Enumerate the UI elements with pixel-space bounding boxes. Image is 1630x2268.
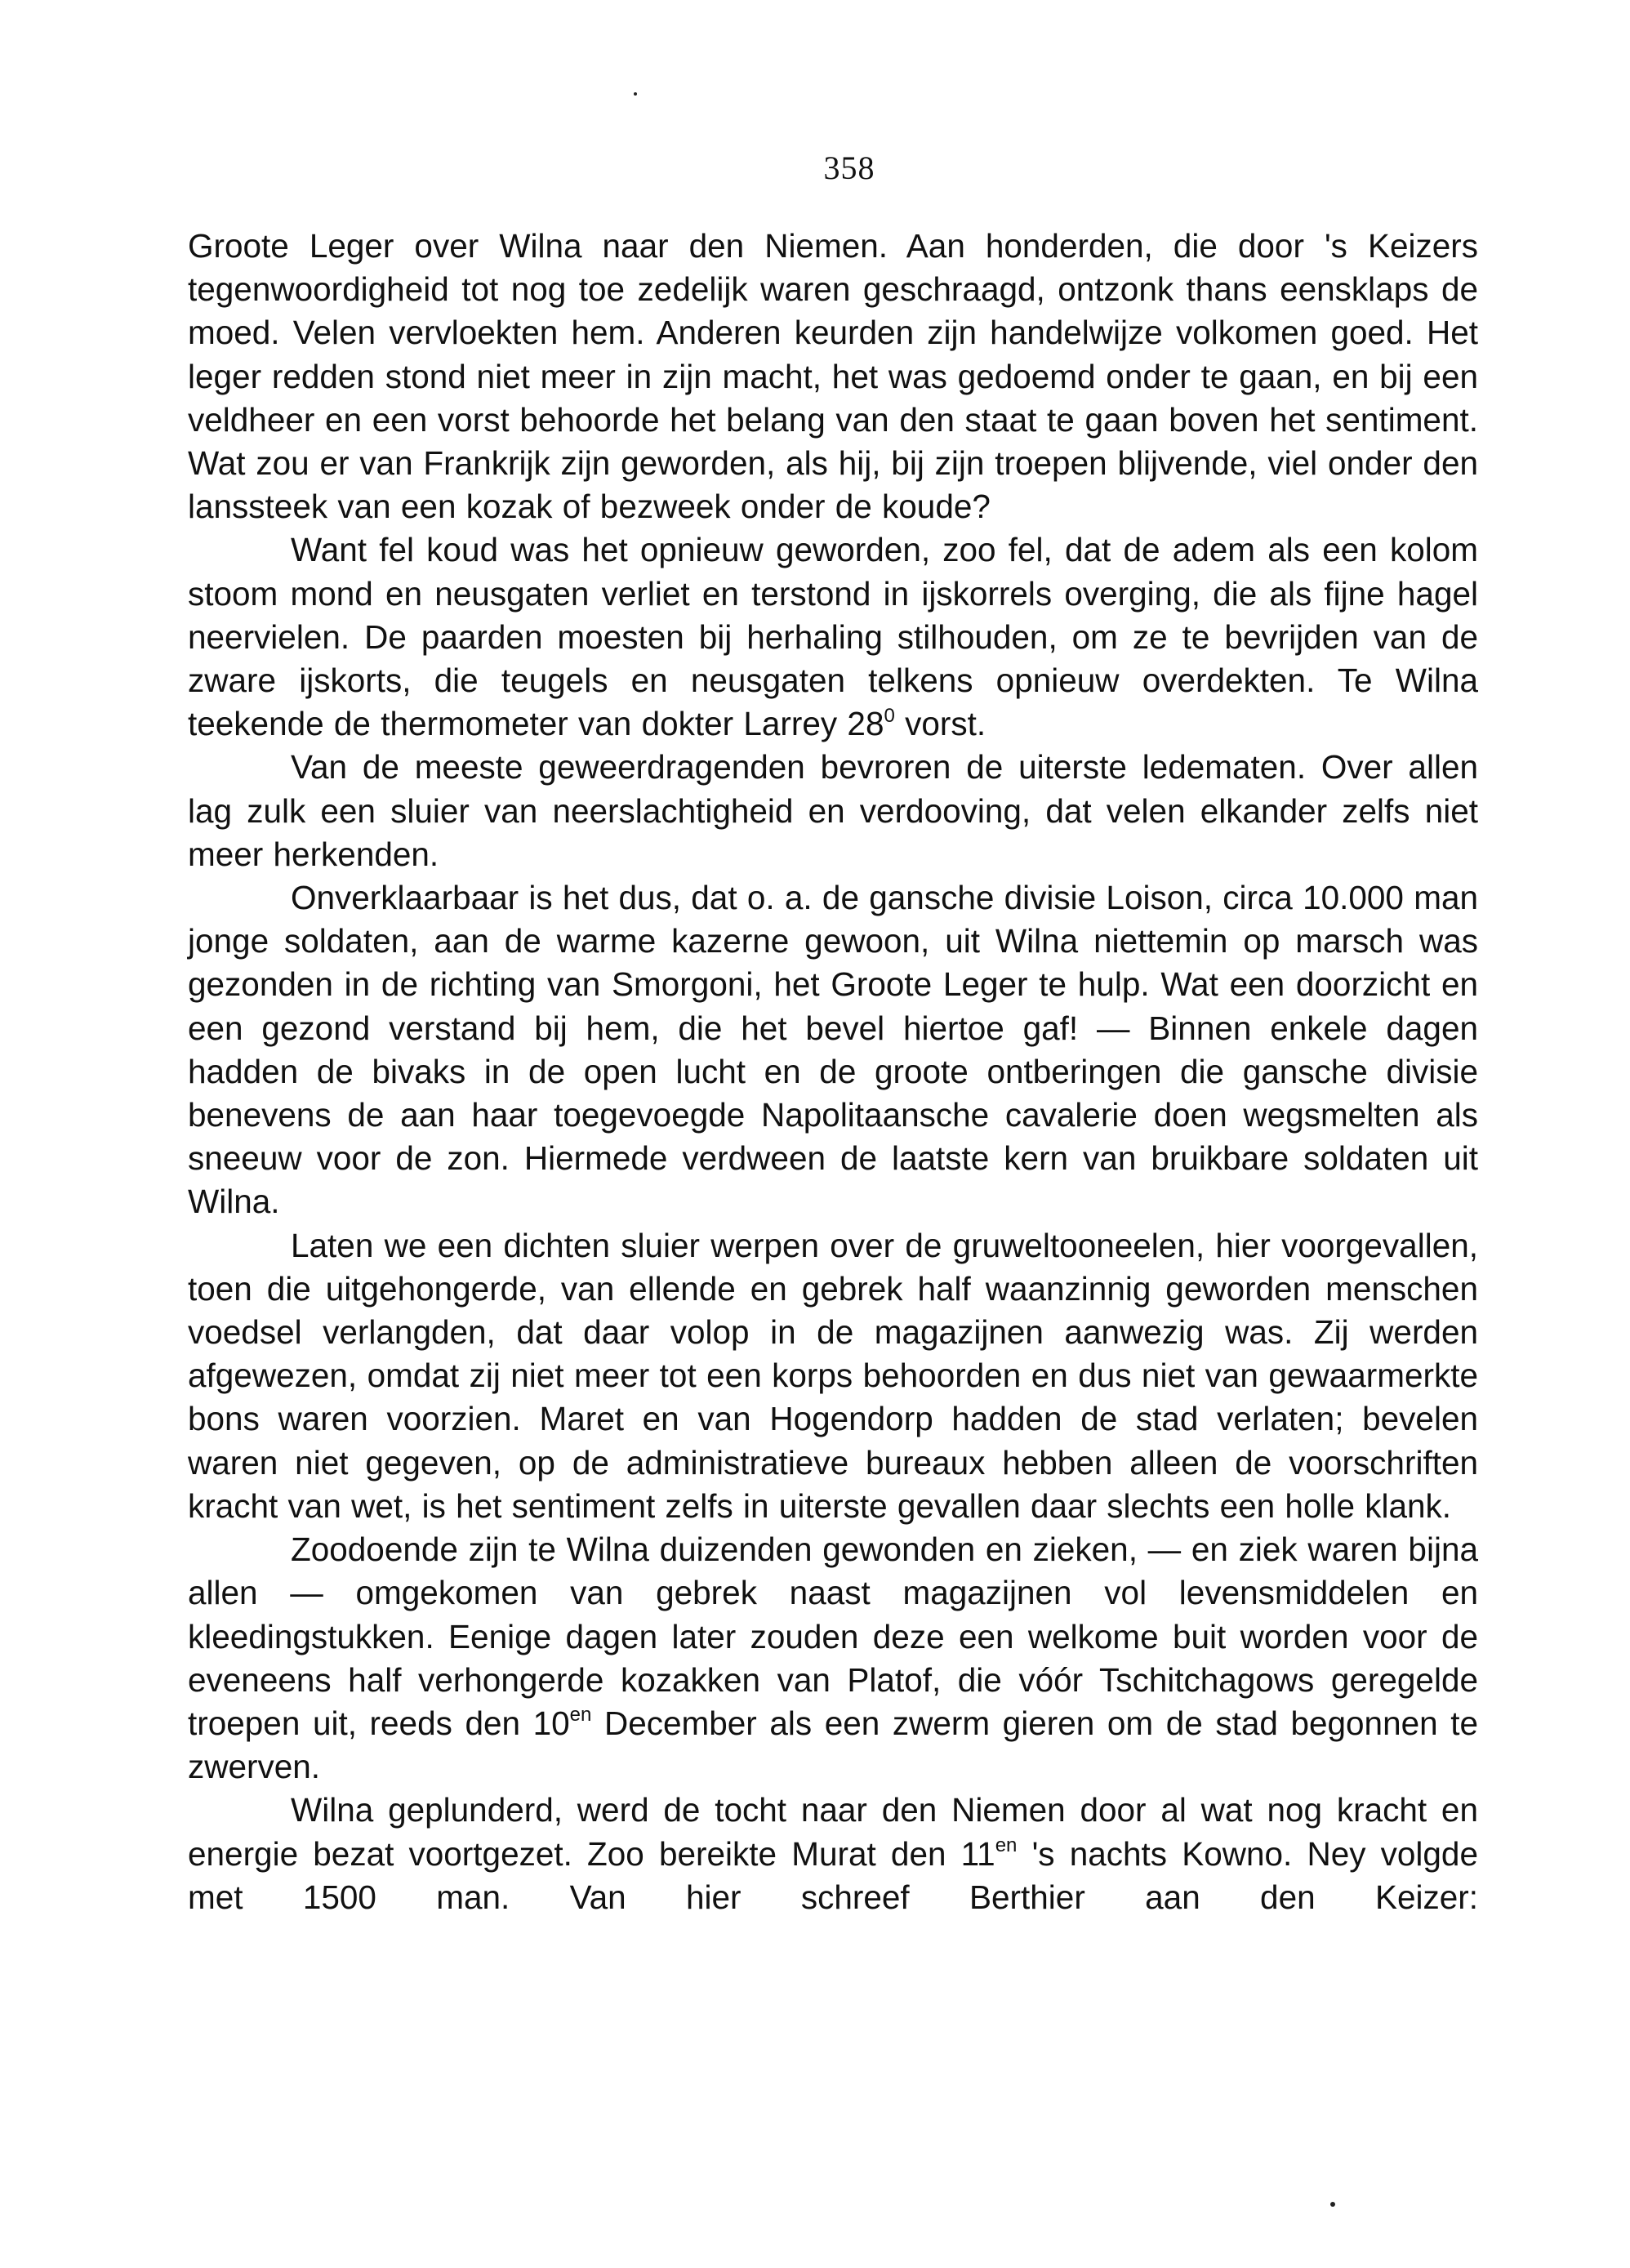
paragraph-3: Van de meeste geweerdragenden bevroren de uiterste ledematen. Over allen lag zulk een sluier van neerslachtigheid en verdooving, dat velen elkander zelfs niet meer herkenden.: [188, 748, 1478, 873]
paragraph-6: Zoodoende zijn te Wilna duizenden gewonden en zieken, — en ziek waren bijna allen — omgekomen van gebrek naast magazijnen vol levensmiddelen en kleedingstukken. Eenige dagen later zouden deze een welkome buit worden voor de eveneens half verhongerde kozakken van Platof, die vóór Tschitchagows geregelde troepen uit, reeds den $10^{en}$ December als een zwerm gieren om de stad begonnen te zwerven.: [188, 1531, 1479, 1786]
degree-superscript: 0: [884, 704, 895, 727]
print-speck: [634, 92, 637, 96]
body-text: [188, 225, 1478, 1919]
page-number: 358: [823, 149, 875, 186]
paragraph-2: Want fel koud was het opnieuw geworden, zoo fel, dat de adem als een kolom stoom mond en neusgaten verliet en terstond in ijskorrels overging, die als fijne hagel neervielen. De paarden moesten bij herhaling stilhouden, om ze te bevrijden van de zware ijskorts, die teugels en neusgaten telkens opnieuw overdekten. Te Wilna teekende de thermometer van dokter Larrey $28^0$ vorst.: [188, 531, 1478, 743]
paragraph-1: Groote Leger over Wilna naar den Niemen. Aan honderden, die door 's Keizers tegenwoordigheid tot nog toe zedelijk waren geschraagd, ontzonk thans eensklaps de moed. Velen vervloekten hem. Anderen keurden zijn handelwijze volkomen goed. Het leger redden stond niet meer in zijn macht, het was gedoemd onder te gaan, en bij een veldheer en een vorst behoorde het belang van den staat te gaan boven het sentiment. Wat zou er van Frankrijk zijn geworden, als hij, bij zijn troepen blijvende, viel onder den lanssteek van een kozak of bezweek onder de koude?: [188, 227, 1478, 526]
ordinal-superscript: en: [995, 1834, 1018, 1857]
paragraph-7: Wilna geplunderd, werd de tocht naar den Niemen door al wat nog kracht en energie bezat voortgezet. Zoo bereikte Murat den $11^{en}$ 's nachts Kowno. Ney volgde met 1500 man. Van hier schreef Berthier aan den Keizer:: [188, 1791, 1478, 1916]
paragraph-5: Laten we een dichten sluier werpen over de gruweltooneelen, hier voorgevallen, toen die uitgehongerde, van ellende en gebrek half waanzinnig geworden menschen voedsel verlangden, dat daar volop in de magazijnen aanwezig was. Zij werden afgewezen, omdat zij niet meer tot een korps behoorden en dus niet van gewaarmerkte bons waren voorzien. Maret en van Hogendorp hadden de stad verlaten; bevelen waren niet gegeven, op de administratieve bureaux hebben alleen de voorschriften kracht van wet, is het sentiment zelfs in uiterste gevallen daar slechts een holle klank.: [188, 1226, 1478, 1525]
paragraph-4: Onverklaarbaar is het dus, dat o. a. de gansche divisie Loison, circa 10.000 man jonge soldaten, aan de warme kazerne gewoon, uit Wilna niettemin op marsch was gezonden in de richting van Smorgoni, het Groote Leger te hulp. Wat een doorzicht en een gezond verstand bij hem, die het bevel hiertoe gaf! — Binnen enkele dagen hadden de bivaks in de open lucht en de groote ontberingen die gansche divisie benevens de aan haar toegevoegde Napolitaansche cavalerie doen wegsmelten als sneeuw voor de zon. Hiermede verdween de laatste kern van bruikbare soldaten uit Wilna.: [188, 879, 1478, 1221]
ordinal-superscript: en: [569, 1704, 592, 1727]
print-speck: [1330, 2202, 1335, 2207]
